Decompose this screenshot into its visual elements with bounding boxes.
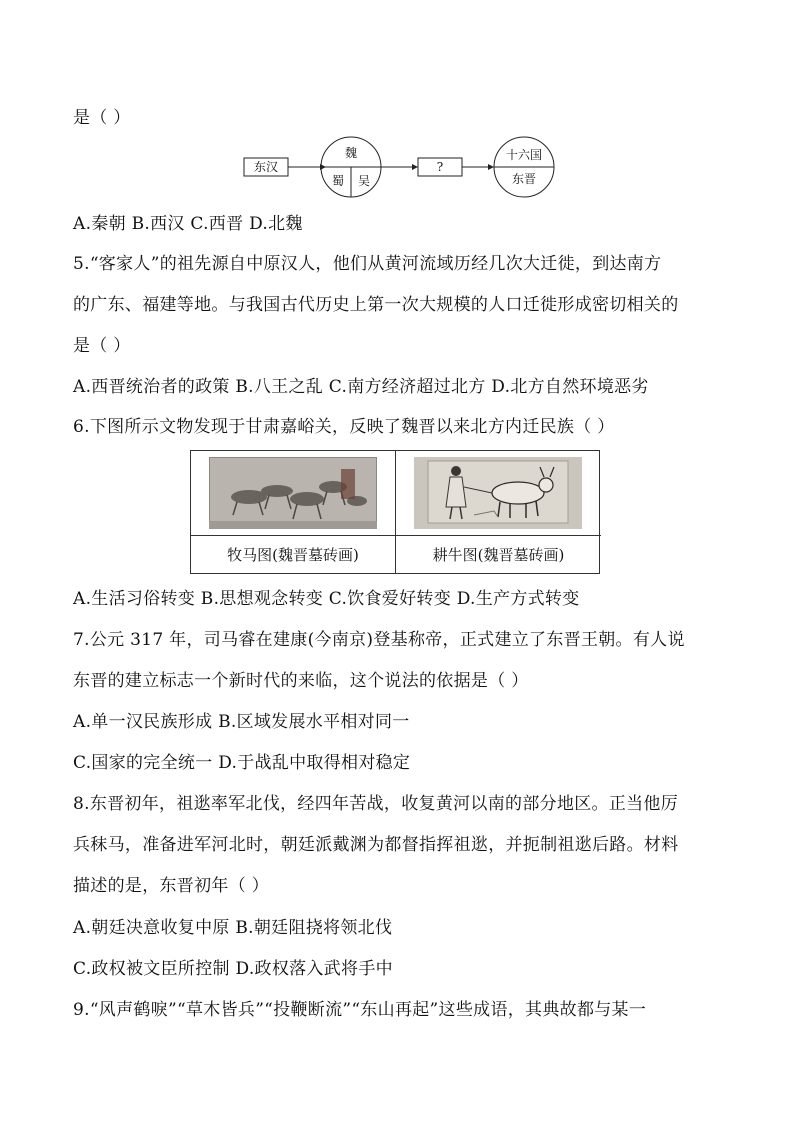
flow-circle1-left: 蜀 — [331, 174, 344, 188]
text-line: 5.“客家人”的祖先源自中原汉人，他们从黄河流域历经几次大迁徙，到达南方 — [73, 254, 662, 274]
flow-box-middle: ? — [436, 160, 444, 174]
text-line: 兵秣马，准备进军河北时，朝廷派戴渊为都督指挥祖逖，并扼制祖逖后路。材料 — [73, 835, 679, 855]
flow-circle1-top: 魏 — [344, 146, 357, 160]
artifact-cell-horse — [191, 451, 396, 573]
text-line: 9.“风声鹤唳”“草木皆兵”“投鞭断流”“东山再起”这些成语，其典故都与某一 — [73, 1000, 647, 1020]
artifact-cell-ox — [396, 451, 601, 573]
flow-box-start: 东汉 — [253, 160, 278, 174]
flow-circle2-top: 十六国 — [505, 148, 542, 162]
text-line: 7.公元 317 年，司马睿在建康(今南京)登基称帝，正式建立了东晋王朝。有人说 — [73, 630, 685, 650]
text-line: 是（ ） — [73, 336, 131, 356]
artifact-table — [190, 450, 600, 574]
text-line: C.政权被文臣所控制 D.政权落入武将手中 — [73, 959, 393, 979]
caption-horse-herding: 牧马图(魏晋墓砖画) — [191, 535, 395, 573]
text-line: A.秦朝 B.西汉 C.西晋 D.北魏 — [73, 214, 303, 234]
text-line: A.西晋统治者的政策 B.八王之乱 C.南方经济超过北方 D.北方自然环境恶劣 — [73, 377, 649, 397]
text-line: A.朝廷决意收复中原 B.朝廷阻挠将领北伐 — [73, 918, 393, 938]
flow-circle2-bottom: 东晋 — [511, 172, 536, 186]
text-line: 的广东、福建等地。与我国古代历史上第一次大规模的人口迁徙形成密切相关的 — [73, 295, 679, 315]
text-line: 是（ ） — [73, 108, 131, 128]
text-line: C.国家的完全统一 D.于战乱中取得相对稳定 — [73, 753, 411, 773]
text-line: 8.东晋初年，祖逖率军北伐，经四年苦战，收复黄河以南的部分地区。正当他厉 — [73, 794, 679, 814]
text-line: A.单一汉民族形成 B.区域发展水平相对同一 — [73, 712, 410, 732]
horse-herding-mural-image — [209, 457, 377, 529]
ox-plowing-mural-image — [414, 457, 582, 529]
dynasty-flow-diagram — [240, 132, 570, 202]
text-line: A.生活习俗转变 B.思想观念转变 C.饮食爱好转变 D.生产方式转变 — [73, 589, 580, 609]
text-line: 描述的是，东晋初年（ ） — [73, 876, 270, 896]
flow-circle1-right: 吴 — [357, 174, 370, 188]
text-line: 6.下图所示文物发现于甘肃嘉峪关，反映了魏晋以来北方内迁民族（ ） — [73, 417, 615, 437]
caption-ox-plowing: 耕牛图(魏晋墓砖画) — [396, 535, 601, 573]
text-line: 东晋的建立标志一个新时代的来临，这个说法的依据是（ ） — [73, 671, 529, 691]
